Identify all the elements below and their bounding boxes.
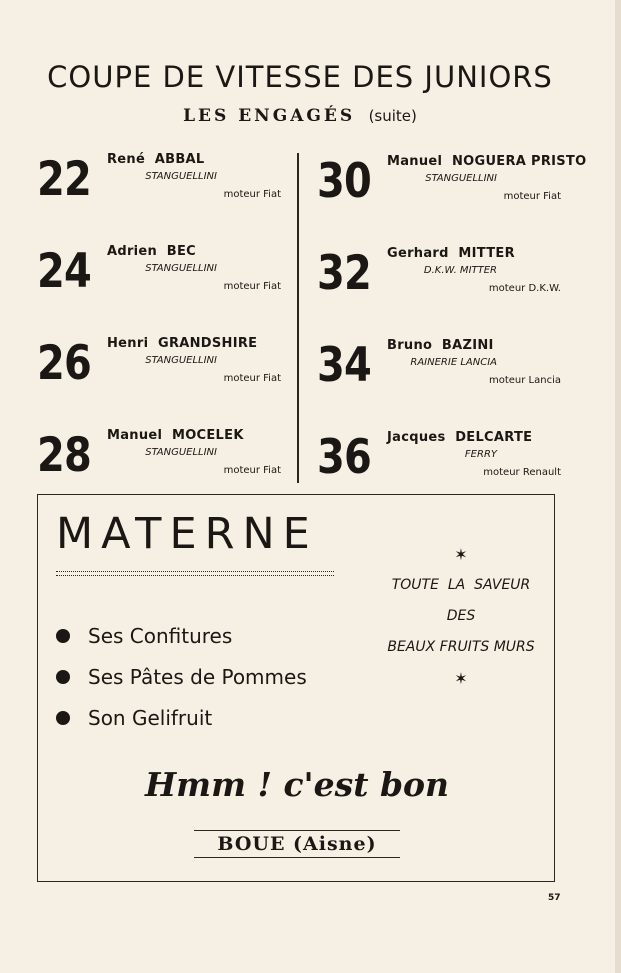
engine: moteur Fiat [223,465,281,476]
driver-first-name: Henri [107,336,149,351]
driver-last-name: DELCARTE [455,430,533,445]
entry-number: 30 [317,154,371,209]
brand-underline [56,571,334,576]
car-make: STANGUELLINI [145,263,217,274]
car-make: STANGUELLINI [145,171,217,182]
bullet-icon [56,629,70,643]
driver-first-name: Jacques [387,430,446,445]
car-make: RAINERIE LANCIA [410,357,497,368]
star-icon: ✶ [454,669,468,688]
car-make: STANGUELLINI [145,447,217,458]
driver-first-name: Bruno [387,338,433,353]
entry-number: 22 [37,152,91,207]
car-make: D.K.W. MITTER [423,265,497,276]
slogan-line: BEAUX FRUITS MURS [387,639,535,655]
slogan [376,539,546,694]
entry-number: 26 [37,336,91,391]
engine: moteur Renault [483,467,561,478]
driver-last-name: MOCELEK [171,428,244,443]
ad-location: BOUE (Aisne) [194,830,400,858]
column-divider [297,153,299,483]
product-label: Ses Pâtes de Pommes [88,664,307,689]
car-make: STANGUELLINI [145,355,217,366]
subtitle-main: LES ENGAGÉS [183,106,356,126]
engine: moteur Fiat [223,281,281,292]
entry-number: 36 [317,430,371,485]
entry-number: 32 [317,246,371,301]
product-label: Ses Confitures [88,623,233,648]
engine: moteur Fiat [223,189,281,200]
entry-26 [37,336,297,406]
car-make: FERRY [464,449,497,460]
driver-last-name: MITTER [458,246,515,261]
list-item [56,697,307,738]
entry-22 [37,152,297,222]
star-icon: ✶ [454,545,468,564]
engine: moteur Fiat [223,373,281,384]
driver-first-name: René [107,152,146,167]
driver-name [107,336,257,351]
entry-number: 24 [37,244,91,299]
driver-last-name: BEC [166,244,196,259]
driver-name [387,154,586,169]
brand-name: MATERNE [56,509,318,559]
car-make: STANGUELLINI [425,173,497,184]
driver-name [387,338,494,353]
entry-36 [317,430,567,500]
driver-last-name: NOGUERA PRISTO [451,154,587,169]
driver-name [387,246,515,261]
list-item [56,615,307,656]
driver-first-name: Manuel [107,428,163,443]
page-subtitle [0,106,600,126]
entry-32 [317,246,567,316]
entry-number: 28 [37,428,91,483]
driver-name [107,152,205,167]
slogan-line: TOUTE LA SAVEUR [391,577,531,593]
bullet-icon [56,670,70,684]
engine: moteur Lancia [488,375,561,386]
driver-first-name: Manuel [387,154,443,169]
entry-34 [317,338,567,408]
product-list [56,615,307,738]
list-item [56,656,307,697]
bullet-icon [56,711,70,725]
entry-28 [37,428,297,498]
driver-last-name: ABBAL [154,152,205,167]
engine: moteur D.K.W. [488,283,561,294]
driver-first-name: Gerhard [387,246,449,261]
slogan-line: DES [446,608,476,624]
entry-number: 34 [317,338,371,393]
driver-name [107,244,196,259]
driver-name [107,428,244,443]
driver-first-name: Adrien [107,244,158,259]
page-number: 57 [548,893,561,903]
driver-last-name: BAZINI [441,338,494,353]
materne-advertisement [37,494,555,882]
ad-tagline: Hmm ! c'est bon [144,765,450,804]
engine: moteur Fiat [503,191,561,202]
entry-24 [37,244,297,314]
entry-30 [317,154,587,224]
subtitle-suffix: (suite) [368,107,417,125]
page-edge [615,0,621,973]
product-label: Son Gelifruit [88,705,213,730]
driver-name [387,430,532,445]
page-title: COUPE DE VITESSE DES JUNIORS [47,60,553,94]
driver-last-name: GRANDSHIRE [157,336,258,351]
